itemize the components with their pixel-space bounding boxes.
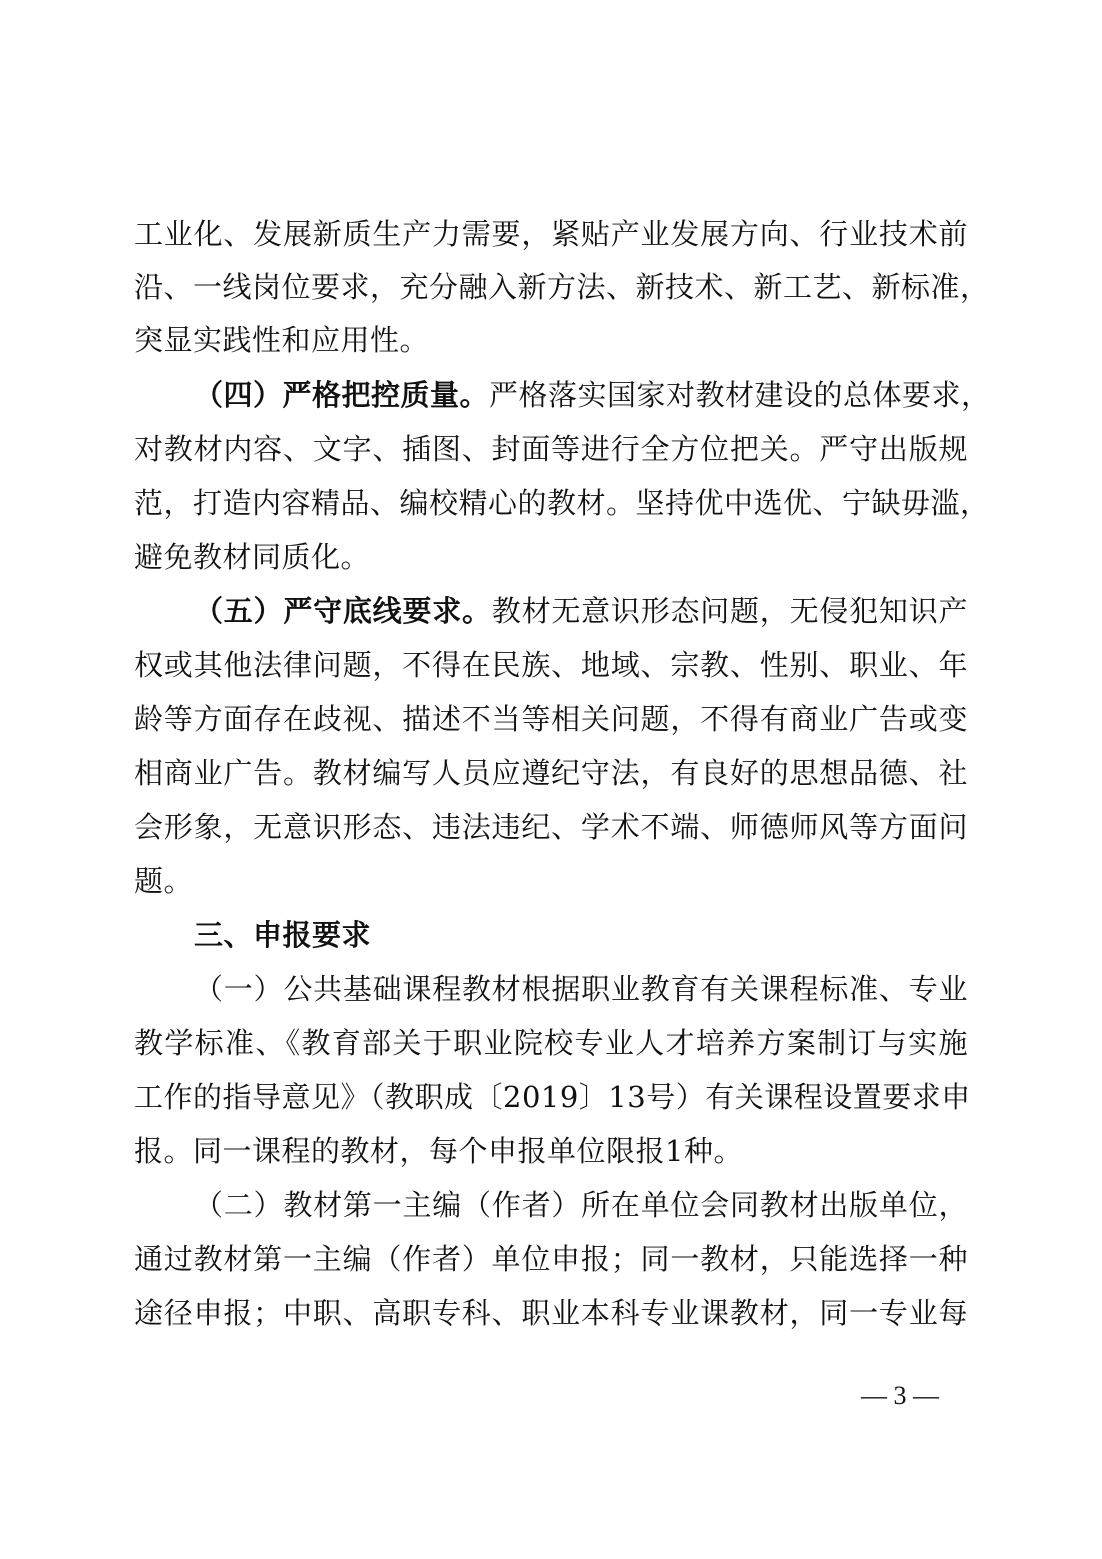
- section-heading: 三、申报要求: [194, 918, 372, 952]
- paragraph-line: 避免教材同质化。: [134, 540, 371, 574]
- paragraph-line: 权或其他法律问题，不得在民族、地域、宗教、性别、职业、年: [134, 648, 968, 682]
- paragraph-line: 途径申报；中职、高职专科、职业本科专业课教材，同一专业每: [134, 1296, 968, 1330]
- paragraph-line: 工作的指导意见》（教职成〔2019〕13号）有关课程设置要求申: [134, 1080, 971, 1114]
- paragraph-line: 会形象，无意识形态、违法违纪、学术不端、师德师风等方面问: [134, 810, 968, 844]
- page-number: — 3 —: [861, 1381, 939, 1410]
- paragraph-line: 教学标准、《教育部关于职业院校专业人才培养方案制订与实施: [134, 1026, 968, 1060]
- paragraph-line: 工业化、发展新质生产力需要，紧贴产业发展方向、行业技术前: [134, 217, 968, 251]
- paragraph-line: 相商业广告。教材编写人员应遵纪守法，有良好的思想品德、社: [134, 756, 968, 790]
- paragraph-line: 龄等方面存在歧视、描述不当等相关问题，不得有商业广告或变: [134, 702, 968, 736]
- paragraph-line: （一）公共基础课程教材根据职业教育有关课程标准、专业: [194, 972, 968, 1006]
- paragraph-text: 教材无意识形态问题，无侵犯知识产: [491, 594, 968, 628]
- paragraph-line: 突显实践性和应用性。: [134, 323, 430, 357]
- subsection-heading: （四）严格把控质量。: [194, 378, 490, 412]
- paragraph-line: 对教材内容、文字、插图、封面等进行全方位把关。严守出版规: [134, 432, 968, 466]
- paragraph-line: 沿、一线岗位要求，充分融入新方法、新技术、新工艺、新标准，: [134, 270, 990, 304]
- paragraph-line: [194, 591, 968, 631]
- paragraph-line: 题。: [134, 864, 194, 898]
- paragraph-line: （二）教材第一主编（作者）所在单位会同教材出版单位，: [194, 1188, 968, 1222]
- paragraph-line: 范，打造内容精品、编校精心的教材。坚持优中选优、宁缺毋滥，: [134, 486, 990, 520]
- paragraph-text: 严格落实国家对教材建设的总体要求，: [489, 378, 991, 412]
- paragraph-line: 报。同一课程的教材，每个申报单位限报1种。: [134, 1134, 743, 1168]
- paragraph-line: 通过教材第一主编（作者）单位申报；同一教材，只能选择一种: [134, 1242, 968, 1276]
- subsection-heading: （五）严守底线要求。: [194, 594, 492, 628]
- paragraph-line: [194, 375, 991, 415]
